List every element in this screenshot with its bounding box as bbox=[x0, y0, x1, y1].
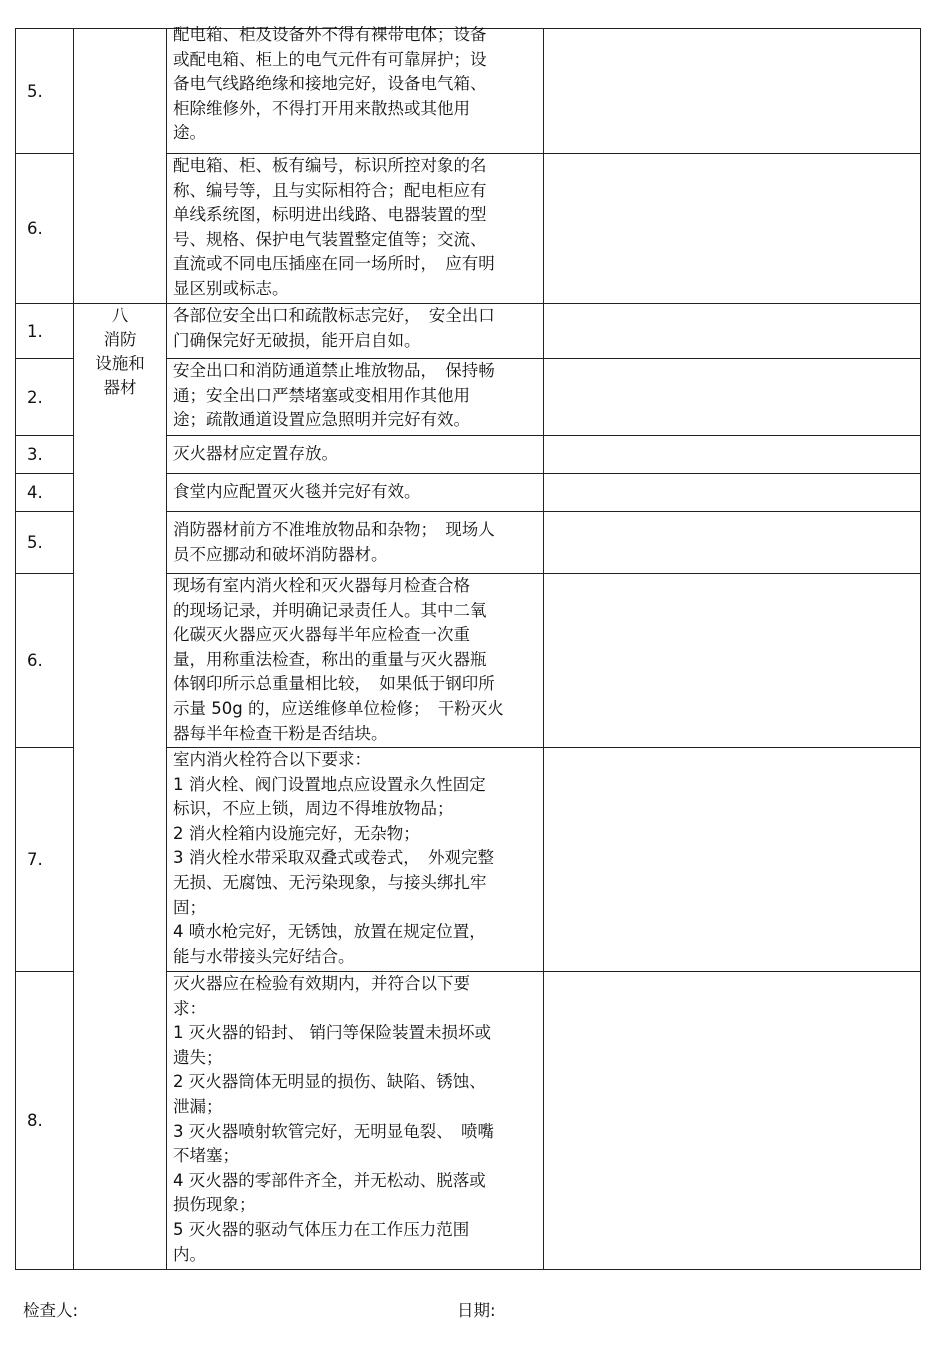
check-item: 现场有室内消火栓和灭火器每月检查合格 的现场记录，并明确记录责任人。其中二氧 化碳灭火器应灭火器每半年应检查一次重 量，用称重法检查，称出的重量与灭火器瓶 体钢印所示总重量相比较， 如果低于钢印所 示量 50g 的，应送维修单位检修； 干粉灭火 器每半年检查干粉是否结块。 bbox=[167, 574, 544, 748]
row-number: 5. bbox=[16, 512, 74, 574]
row-number: 4. bbox=[16, 474, 74, 512]
result-cell[interactable] bbox=[544, 574, 921, 748]
category-cell: 八 消防 设施和 器材 bbox=[74, 304, 167, 1270]
result-cell[interactable] bbox=[544, 512, 921, 574]
check-item: 安全出口和消防通道禁止堆放物品， 保持畅 通；安全出口严禁堵塞或变相用作其他用 途；疏散通道设置应急照明并完好有效。 bbox=[167, 359, 544, 436]
check-item: 各部位安全出口和疏散标志完好， 安全出口 门确保完好无破损，能开启自如。 bbox=[167, 304, 544, 359]
result-cell[interactable] bbox=[544, 748, 921, 972]
row-number: 8. bbox=[16, 972, 74, 1270]
check-item: 配电箱、柜、板有编号，标识所控对象的名 称、编号等，且与实际相符合；配电柜应有 单线系统图，标明进出线路、电器装置的型 号、规格、保护电气装置整定值等；交流、 直流或不同电压插座在同一场所时， 应有明 显区别或标志。 bbox=[167, 154, 544, 304]
result-cell[interactable] bbox=[544, 474, 921, 512]
result-cell[interactable] bbox=[544, 359, 921, 436]
inspector-label: 检查人: bbox=[23, 1301, 79, 1320]
date-label: 日期: bbox=[457, 1301, 496, 1320]
row-number: 7. bbox=[16, 748, 74, 972]
check-item: 消防器材前方不准堆放物品和杂物； 现场人 员不应挪动和破坏消防器材。 bbox=[167, 512, 544, 574]
check-item: 灭火器材应定置存放。 bbox=[167, 436, 544, 474]
check-item: 灭火器应在检验有效期内，并符合以下要 求： 1 灭火器的铅封、 销闩等保险装置未损坏或 遗失； 2 灭火器筒体无明显的损伤、缺陷、锈蚀、 泄漏； 3 灭火器喷射软管完好，无明显龟裂、 喷嘴 不堵塞； 4 灭火器的零部件齐全，并无松动、脱落或 损伤现象； 5 灭火器的驱动气体压力在工作压力范围 内。 bbox=[167, 972, 544, 1270]
check-item: 室内消火栓符合以下要求： 1 消火栓、阀门设置地点应设置永久性固定 标识，不应上锁，周边不得堆放物品； 2 消火栓箱内设施完好，无杂物； 3 消火栓水带采取双叠式或卷式， 外观完整 无损、无腐蚀、无污染现象，与接头绑扎牢 固； 4 喷水枪完好，无锈蚀，放置在规定位置， 能与水带接头完好结合。 bbox=[167, 748, 544, 972]
category-cell-previous bbox=[74, 29, 167, 304]
result-cell[interactable] bbox=[544, 972, 921, 1270]
inspection-table bbox=[15, 25, 921, 1270]
row-number: 3. bbox=[16, 436, 74, 474]
result-cell[interactable] bbox=[544, 154, 921, 304]
result-cell[interactable] bbox=[544, 29, 921, 154]
row-number: 2. bbox=[16, 359, 74, 436]
check-item: 食堂内应配置灭火毯并完好有效。 bbox=[167, 474, 544, 512]
table-row bbox=[16, 304, 921, 359]
result-cell[interactable] bbox=[544, 436, 921, 474]
result-cell[interactable] bbox=[544, 304, 921, 359]
row-number: 5. bbox=[16, 29, 74, 154]
row-number: 6. bbox=[16, 574, 74, 748]
row-number: 1. bbox=[16, 304, 74, 359]
row-number: 6. bbox=[16, 154, 74, 304]
table-row bbox=[16, 29, 921, 154]
check-item: 配电箱、柜及设备外不得有裸带电体；设备 或配电箱、柜上的电气元件有可靠屏护；设 备电气线路绝缘和接地完好，设备电气箱、 柜除维修外，不得打开用来散热或其他用 途。 bbox=[167, 29, 544, 154]
